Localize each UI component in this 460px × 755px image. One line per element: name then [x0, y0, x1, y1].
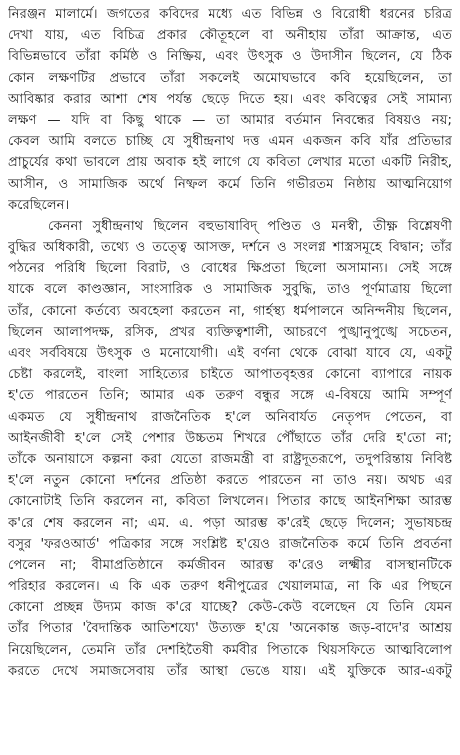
text-line: বুদ্ধির অধিকারী, তথ্যে ও তত্ত্বে আসক্ত, দর্শনে ও সংলগ্ন শাস্ত্রসমূহে বিদ্বান; তাঁর: [8, 240, 452, 256]
text-line: পেলেন না; বীমাপ্রতিষ্ঠানে কর্মজীবন আরম্ভ ক'রেও লক্ষ্মীর বাসস্থানটিকে: [8, 557, 452, 573]
text-line: হ'তে পারতেন তিনি; আমার এক তরুণ বন্ধুর সঙ্গে এ-বিষয়ে আমি সম্পূর্ণ: [8, 388, 452, 404]
text-line: হ'লে নতুন কোনো দর্শনের প্রতিষ্ঠা করতে পারতেন না তাও নয়। অথচ এর: [8, 473, 452, 489]
text-line: দেখা যায়, এত বিচিত্র প্রকার কৌতূহলে বা অনীহায় তাঁরা আক্রান্ত, এত: [8, 28, 452, 44]
text-line: নিরঞ্জন মালার্মে। জগতের কবিদের মধ্যে এত বিভিন্ন ও বিরোধী ধরনের চরিত্র: [8, 7, 452, 22]
text-line: পরিহার করলেন। এ কি এক তরুণ ধনীপুত্রের খেয়ালমাত্র, না কি এর পিছনে: [8, 579, 452, 595]
text-line: তাঁর পিতার 'বৈদান্তিক আতিশয্যে' উত্যক্ত হ'য়ে 'অনেকান্ত জড়-বাদে'র আশ্রয়: [8, 621, 452, 637]
text-line: কোন লক্ষণটির প্রভাবে তাঁরা সকলেই অমোঘভাবে কবি হয়েছিলেন, তা: [8, 70, 452, 86]
paragraph-2: [8, 216, 452, 682]
text-line: লক্ষণ — যদি বা কিছু থাকে — তা আমার বর্তমান নিবন্ধের বিষয়ও নয়;: [8, 112, 452, 128]
text-line: নিয়েছিলেন, তেমনি তাঁর দেশহিতৈষী কর্মবীর পিতাকে থিয়সফিতে আত্মবিলোপ: [8, 642, 452, 658]
text-line: এবং সর্ববিষয়ে উৎসুক ও মনোযোগী। এই বর্ণনা থেকে বোঝা যাবে যে, একটু: [8, 346, 452, 361]
text-line: আবিষ্কার করার আশা শেষ পর্যন্ত ছেড়ে দিতে হয়। এবং কবিত্বের সেই সামান্য: [8, 91, 452, 107]
text-line: চেষ্টা করলেই, বাংলা সাহিত্যের চাইতে আপাতবৃহত্তর কোনো ব্যাপারে নায়ক: [8, 367, 452, 383]
text-line: করতে দেখে সমাজসেবায় তাঁর আস্থা ভেঙে যায়। এই যুক্তিকে আর-একটু: [8, 663, 452, 679]
text-line: তাঁর, কোনো কর্তব্যে অবহেলা করতেন না, গার্হস্থ্য ধর্মপালনে অনিন্দনীয় ছিলেন,: [8, 303, 452, 319]
text-line: ছিলেন আলাপদক্ষ, রসিক, প্রখর ব্যক্তিত্বশালী, আচরণে পুঙ্খানুপুঙ্খে সচেতন,: [8, 324, 452, 340]
text-line: কোনো প্রচ্ছন্ন উদ্যম কাজ ক'রে যাচ্ছে? কেউ-কেউ বলেছেন যে তিনি যেমন: [8, 600, 452, 616]
text-line: তাঁকে অনায়াসে কল্পনা করা যেতো রাজমন্ত্রী বা রাষ্ট্রদূতরূপে, তদুপরিন্তায় নিবিষ্ট: [8, 451, 452, 467]
text-line: ক'রে শেষ করলেন না; এম. এ. পড়া আরম্ভ ক'রেই ছেড়ে দিলেন; সুভাষচন্দ্র: [8, 515, 452, 531]
text-line: করেছিলেন।: [8, 197, 70, 213]
text-line: আইনজীবী হ'লে সেই পেশার উচ্চতম শিখরে পৌঁছাতে তাঁর দেরি হ'তো না;: [8, 430, 452, 446]
paragraph-1: [8, 4, 452, 216]
text-line: পঠনের পরিধি ছিলো বিরাট, ও বোধের ক্ষিপ্রতা ছিলো অসামান্য। সেই সঙ্গে: [8, 261, 452, 277]
text-line: বসুর 'ফরওআর্ড' পত্রিকার সঙ্গে সংশ্লিষ্ট হ'য়েও রাজনৈতিক কর্মে তিনি প্রবর্তনা: [8, 536, 452, 552]
text-line: কেবল আমি বলতে চাচ্ছি যে সুধীন্দ্রনাথ দত্ত এমন একজন কবি যাঁর প্রতিভার: [8, 134, 452, 150]
text-line: কেননা সুধীন্দ্রনাথ ছিলেন বহুভাষাবিদ্ পণ্ডিত ও মনস্বী, তীক্ষ্ণ বিশ্লেষণী: [48, 218, 452, 234]
text-line: একমত যে সুধীন্দ্রনাথ রাজনৈতিক হ'লে অনিবার্যত নেতৃপদ পেতেন, বা: [8, 409, 452, 425]
book-page: [8, 4, 452, 749]
text-line: বিভিন্নভাবে তাঁরা কর্মিষ্ঠ ও নিষ্ক্রিয়, এবং উৎসুক ও উদাসীন ছিলেন, যে ঠিক: [8, 49, 452, 65]
text-line: কোনোটাই তিনি করলেন না, কবিতা লিখলেন। পিতার কাছে আইনশিক্ষা আরম্ভ: [8, 494, 452, 510]
text-line: প্রাচুর্যের কথা ভাবলে প্রায় অবাক হই লাগে যে কবিতা লেখার মতো একটি নিরীহ,: [8, 155, 452, 171]
text-line: আসীন, ও সামাজিক অর্থে নিষ্ফল কর্মে তিনি গভীরতম নিষ্ঠায় আত্মনিয়োগ: [8, 176, 452, 192]
text-line: যাকে বলে কাণ্ডজ্ঞান, সাংসারিক ও সামাজিক সুবুদ্ধি, তাও পূর্ণমাত্রায় ছিলো: [8, 282, 452, 298]
